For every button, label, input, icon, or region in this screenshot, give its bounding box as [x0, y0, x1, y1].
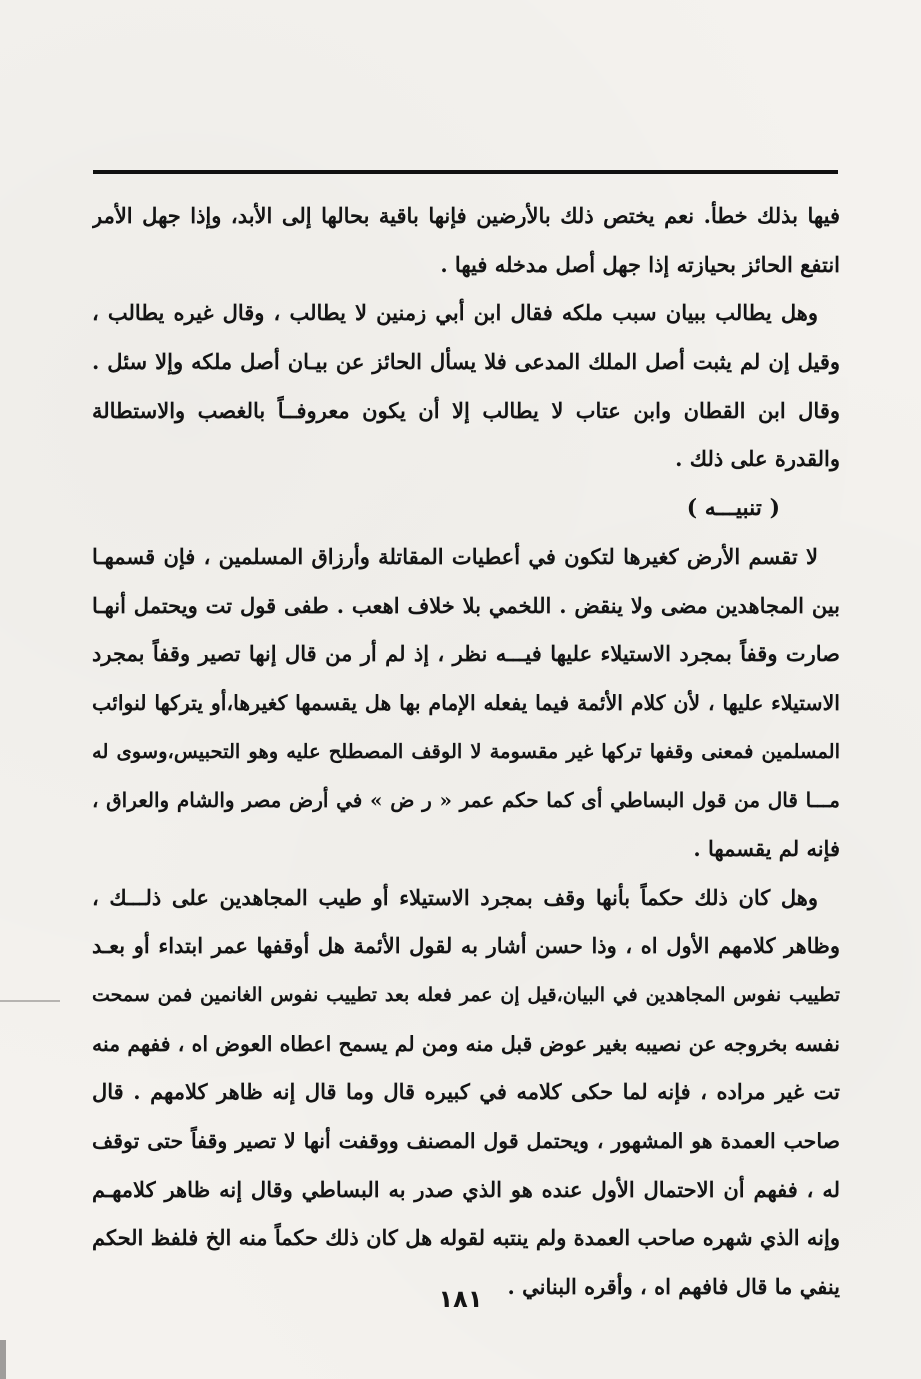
text-line: وهل يطالب ببيان سبب ملكه فقال ابن أبي زمنين لا يطالب ، وقال غيره يطالب ،	[92, 300, 818, 326]
text-line: مـــا قال من قول البساطي أى كما حكم عمر « ر ض » في أرض مصر والشام والعراق ،	[92, 788, 840, 813]
text-line: المسلمين فمعنى وقفها تركها غير مقسومة لا الوقف المصطلح عليه وهو التحبيس،وسوى له	[92, 739, 840, 763]
text-line: له ، ففهم أن الاحتمال الأول عنده هو الذي صدر به البساطي وقال إنه ظاهر كلامهـم	[92, 1176, 840, 1202]
text-line: صارت وقفاً بمجرد الاستيلاء عليها فيـــه نظر ، إذ لم أر من قال إنها تصير وقفاً بمجرد	[92, 641, 840, 667]
text-line: بين المجاهدين مضى ولا ينقض . اللخمي بلا خلاف اهعب . طفى قول تت ويحتمل أنهـا	[92, 592, 840, 618]
text-line: لا تقسم الأرض كغيرها لتكون في أعطيات المقاتلة وأرزاق المسلمين ، فإن قسمهـا	[92, 543, 818, 569]
text-line: وقال ابن القطان وابن عتاب لا يطالب إلا أن يكون معروفــاً بالغصب والاستطالة	[92, 397, 840, 423]
text-line: الاستيلاء عليها ، لأن كلام الأئمة فيما يفعله الإمام بها هل يقسمها كغيرها،أو يتركها لنوائب	[92, 690, 840, 715]
body-text	[92, 192, 840, 1312]
text-line: تطييب نفوس المجاهدين في البيان،قيل إن عمر فعله بعد تطييب نفوس الغانمين فمن سمحت	[92, 984, 840, 1006]
text-line: انتفع الحائز بحيازته إذا جهل أصل مدخله فيها .	[440, 251, 840, 277]
page-number: ١٨١	[438, 1285, 483, 1313]
text-line: ينفي ما قال فافهم اه ، وأقره البناني .	[507, 1274, 840, 1300]
text-line: وهل كان ذلك حكماً بأنها وقف بمجرد الاستيلاء أو طيب المجاهدين على ذلـــك ،	[92, 884, 818, 910]
text-line: والقدرة على ذلك .	[675, 446, 840, 472]
scan-edge-mark	[0, 1000, 60, 1002]
header-rule	[93, 170, 838, 174]
text-line: صاحب العمدة هو المشهور ، ويحتمل قول المصنف ووقفت أنها لا تصير وقفاً حتى توقف	[92, 1129, 840, 1154]
text-line: وقيل إن لم يثبت أصل الملك المدعى فلا يسأل الحائز عن بيـان أصل ملكه وإلا سئل .	[92, 349, 840, 375]
scan-edge-shadow	[0, 1340, 6, 1379]
text-line: فإنه لم يقسمها .	[693, 835, 840, 861]
text-line: وإنه الذي شهره صاحب العمدة ولم ينتبه لقوله هل كان ذلك حكماً منه الخ فلفظ الحكم	[92, 1225, 840, 1251]
text-line: نفسه بخروجه عن نصيبه بغير عوض قبل منه ومن لم يسمح اعطاه العوض اه ، ففهم منه	[92, 1031, 840, 1056]
section-heading: ( تنبيـــه )	[686, 495, 780, 522]
text-line: تت غير مراده ، فإنه لما حكى كلامه في كبيره قال وما قال إنه ظاهر كلامهم . قال	[92, 1079, 840, 1105]
text-line: وظاهر كلامهم الأول اه ، وذا حسن أشار به لقول الأئمة هل أوقفها عمر ابتداء أو بعـد	[92, 933, 840, 959]
text-line: فيها بذلك خطأ. نعم يختص ذلك بالأرضين فإنها باقية بحالها إلى الأبد، وإذا جهل الأمر	[92, 203, 840, 228]
